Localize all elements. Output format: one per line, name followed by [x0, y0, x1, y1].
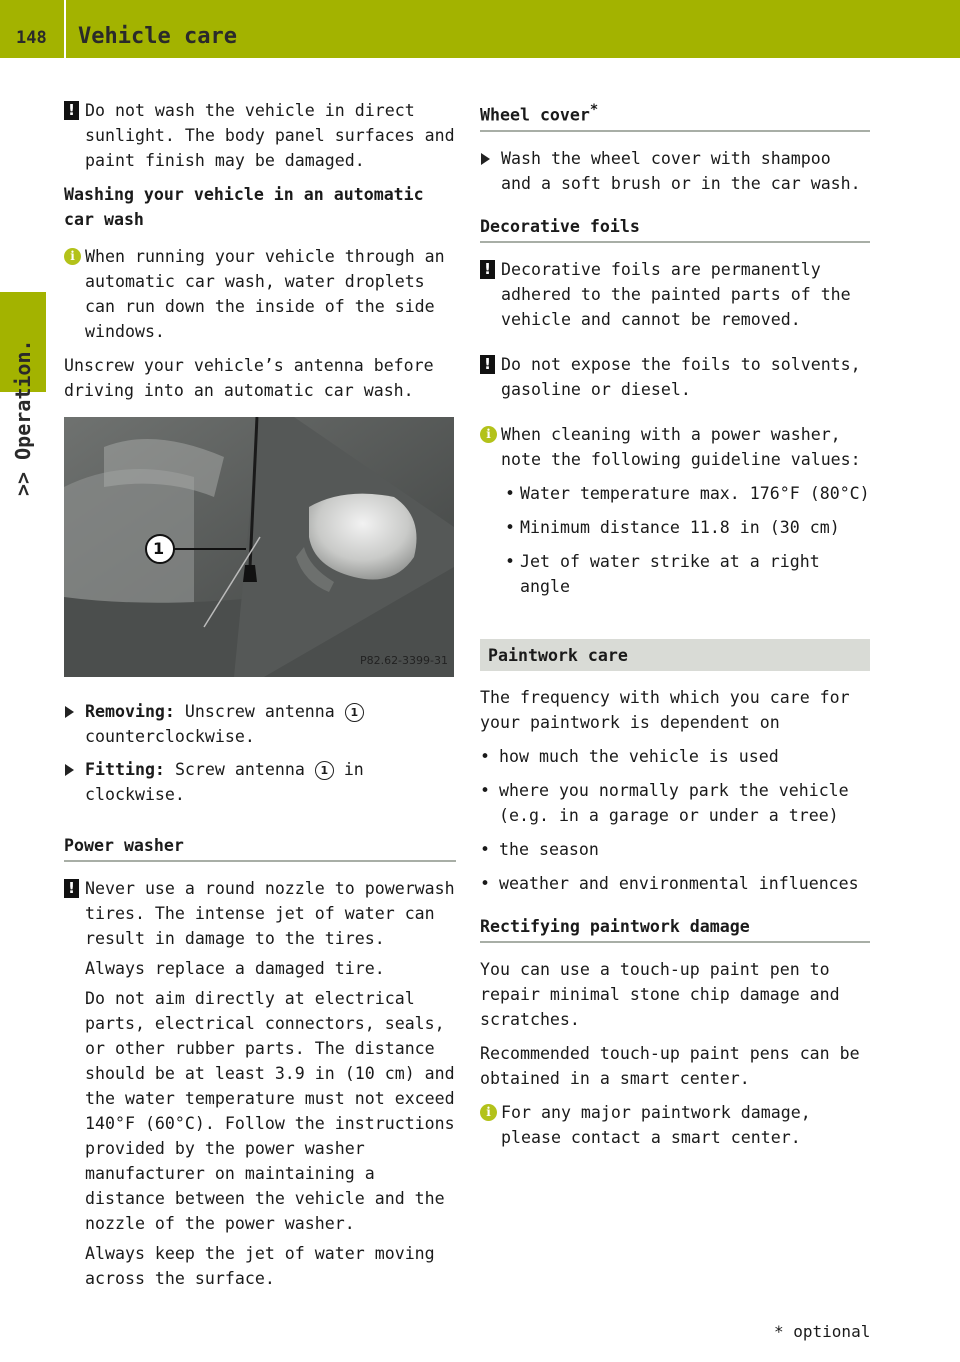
warning-text: Decorative foils are permanently adhered to the painted parts of the vehicle and cannot be removed.: [501, 259, 851, 329]
page-header: [0, 0, 960, 58]
list-item-text: the season: [499, 839, 599, 859]
heading-automatic-car-wash: Washing your vehicle in an automatic car wash: [64, 185, 424, 229]
paint-paragraph: The frequency with which you care for your paintwork is dependent on: [480, 687, 850, 732]
warning-text: Always keep the jet of water moving across the surface.: [85, 1244, 435, 1288]
list-item-text: weather and environmental influences: [499, 873, 859, 893]
warning-note: [64, 98, 456, 173]
info-icon: i: [480, 1104, 497, 1121]
bullet-icon: •: [505, 517, 515, 537]
warning-icon: !: [480, 260, 495, 279]
warning-icon: !: [64, 879, 79, 898]
page-number: 148: [16, 28, 47, 48]
bullet-icon: •: [480, 780, 490, 800]
warning-text: Always replace a damaged tire.: [85, 959, 385, 978]
list-item: [480, 744, 870, 769]
list-item-text: Minimum distance 11.8 in (30 cm): [520, 517, 840, 537]
info-icon: i: [64, 248, 81, 265]
warning-icon: !: [64, 101, 79, 120]
bullet-icon: •: [480, 873, 490, 893]
antenna-photo: [64, 417, 454, 677]
heading-paintwork-care: Paintwork care: [480, 639, 870, 671]
list-item: [501, 549, 870, 599]
step-arrow-icon: [481, 153, 490, 165]
step-text-cont: counterclockwise.: [85, 727, 255, 746]
step-text: Screw antenna: [174, 760, 305, 779]
photo-callout-number: 1: [153, 539, 165, 558]
info-note: [64, 244, 456, 344]
list-item: [501, 515, 870, 540]
heading-wheel-cover: [480, 98, 870, 132]
step-wash-wheel: [480, 146, 870, 196]
rectify-paragraph-2: Recommended touch-up paint pens can be obtained in a smart center.: [480, 1043, 860, 1088]
info-text: When cleaning with a power washer, note the following guideline values:: [501, 424, 861, 469]
antenna-paragraph: Unscrew your vehicle’s antenna before driving into an automatic car wash.: [64, 356, 434, 400]
step-text-cont: in clockwise.: [85, 760, 364, 804]
heading-rectifying-paintwork: Rectifying paintwork damage: [480, 914, 870, 943]
heading-text: Wheel cover: [480, 105, 590, 125]
bullet-icon: •: [505, 483, 515, 503]
rectify-info: [480, 1100, 870, 1150]
bullet-icon: •: [480, 839, 490, 859]
info-text: For any major paintwork damage, please contact a smart center.: [501, 1102, 811, 1147]
step-label: Fitting:: [85, 760, 165, 779]
callout-number-icon: 1: [345, 703, 364, 722]
step-label: Removing:: [85, 702, 175, 721]
heading-power-washer: Power washer: [64, 833, 456, 862]
foils-warning-2: [480, 352, 870, 402]
step-text: Unscrew antenna: [184, 702, 335, 721]
step-arrow-icon: [65, 764, 74, 776]
bullet-icon: •: [505, 551, 515, 571]
header-divider: [64, 0, 66, 58]
foils-warning-1: [480, 257, 870, 332]
left-column: [64, 98, 456, 1300]
footnote: * optional: [774, 1322, 871, 1341]
antenna-photo-illustration: [64, 417, 454, 677]
list-item-text: Jet of water strike at a right angle: [520, 551, 820, 596]
bullet-icon: •: [480, 746, 490, 766]
list-item-text: where you normally park the vehicle (e.g. in a garage or under a tree): [499, 780, 849, 825]
rectify-paragraph-1: You can use a touch-up paint pen to repair minimal stone chip damage and scratches.: [480, 959, 840, 1029]
step-arrow-icon: [65, 706, 74, 718]
list-item: [480, 871, 870, 896]
list-item: [501, 481, 870, 506]
info-icon: i: [480, 426, 497, 443]
warning-text: Do not aim directly at electrical parts, electrical connectors, seals, or other rubber parts. The distance should be at least 3.9 in (10 cm) and the water temperature must not exceed 140°F (60°C). Follow the instructions provided by the power washer manufacturer on maintaining a distance between the vehicle and the nozzle of the power washer.: [85, 989, 455, 1233]
power-washer-info: [480, 422, 870, 599]
step-removing: [64, 699, 456, 749]
info-text: When running your vehicle through an automatic car wash, water droplets can run down the inside of the side windows.: [85, 247, 445, 341]
heading-decorative-foils: Decorative foils: [480, 214, 870, 243]
step-fitting: [64, 757, 456, 807]
list-item: [480, 837, 870, 862]
optional-mark: *: [589, 102, 599, 118]
callout-number-icon: 1: [315, 761, 334, 780]
photo-code: P82.62-3399-31: [359, 654, 448, 667]
list-item: [480, 778, 870, 828]
warning-text: Never use a round nozzle to powerwash tires. The intense jet of water can result in damage to the tires.: [85, 879, 455, 948]
power-washer-warning: [64, 876, 456, 1291]
right-column: [480, 98, 870, 1159]
list-item-text: Water temperature max. 176°F (80°C): [520, 483, 870, 503]
warning-text: Do not expose the foils to solvents, gasoline or diesel.: [501, 354, 861, 399]
list-item-text: how much the vehicle is used: [499, 746, 779, 766]
step-text: Wash the wheel cover with shampoo and a soft brush or in the car wash.: [501, 148, 861, 193]
warning-icon: !: [480, 355, 495, 374]
warning-text: Do not wash the vehicle in direct sunlight. The body panel surfaces and paint finish may be damaged.: [85, 101, 455, 170]
section-title: Vehicle care: [78, 24, 237, 49]
side-section-label: >> Operation.: [11, 339, 35, 496]
